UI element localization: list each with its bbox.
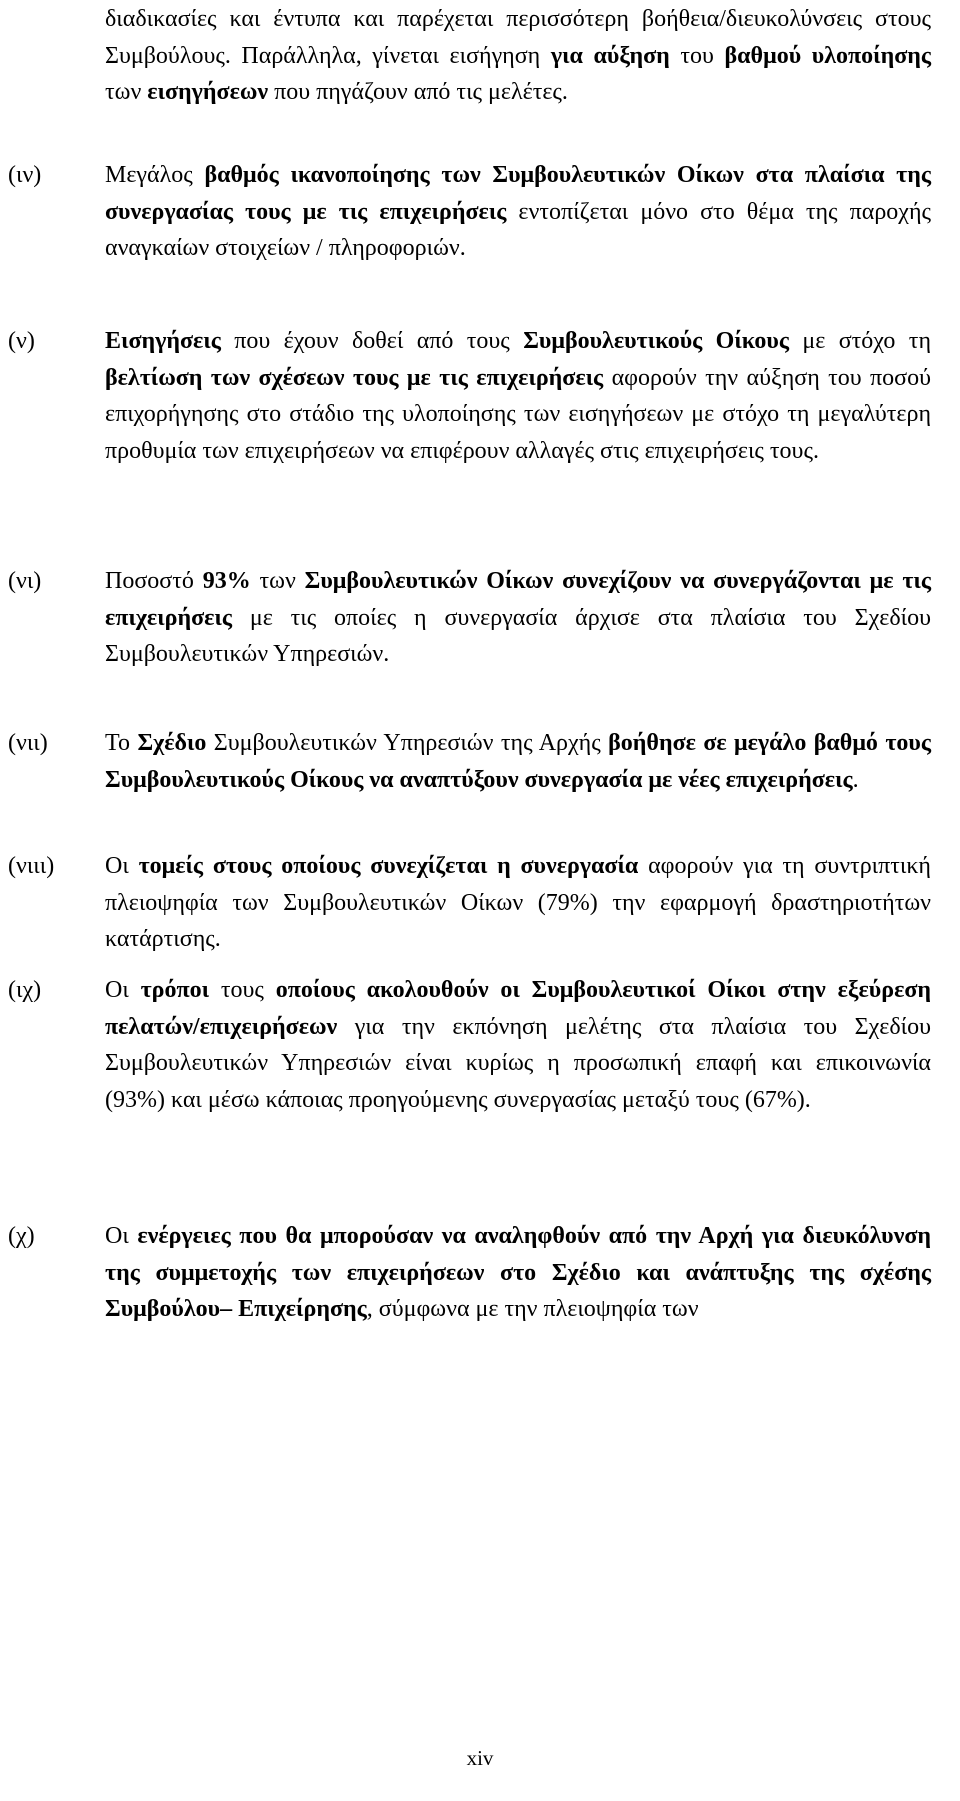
bold-text-run: Συμβουλευτικούς Οίκους [523,328,789,354]
list-marker: (νι) [8,568,42,594]
list-marker: (νιι) [8,730,48,756]
bold-text-run: 93% [202,568,251,594]
text-run: Συμβουλευτικών Υπηρεσιών της Αρχής [206,730,609,756]
text-run: τους [209,977,276,1003]
paragraph-text [105,725,931,798]
paragraph-text [105,1,931,111]
page-number: xiv [466,1746,494,1770]
bold-text-run: βελτίωση των σχέσεων τους με τις επιχειρήσεις [105,364,604,391]
paragraph-text [105,323,931,469]
text-run: αφορούν για τη συντριπτική πλειοψηφία των Συμβουλευτικών Οίκων (79%) την εφαρμογή δραστηριοτήτων κατάρτισης. [105,853,931,953]
bold-text-run: τομείς στους οποίους συνεχίζεται η συνεργασία [138,853,639,879]
bold-text-run: τρόποι [140,977,210,1003]
bold-text-run: βαθμού υλοποίησης [724,42,932,69]
bold-text-run: εισηγήσεων [147,79,269,106]
text-run: αφορούν την αύξηση του ποσού επιχορήγησης στο στάδιο της υλοποίησης των εισηγήσεων με στόχο τη μεγαλύτερη προθυμία των επιχειρήσεων να επιφέρουν αλλαγές στις επιχειρήσεις τους. [105,364,931,464]
text-run: Οι [105,977,141,1003]
text-run: . [852,766,859,793]
text-run: που πηγάζουν από τις μελέτες. [268,79,568,106]
text-run: με τις οποίες η συνεργασία άρχισε στα πλαίσια του Σχεδίου Συμβουλευτικών Υπηρεσιών. [105,604,931,668]
text-run: του [669,42,725,69]
text-run: Το [105,730,138,756]
text-run: των [105,79,148,106]
paragraph-text [105,1218,931,1328]
text-run: Μεγάλος [105,162,205,188]
bold-text-run: Εισηγήσεις [105,328,221,354]
text-run: Ποσοστό [105,568,203,594]
text-run: , σύμφωνα με την πλειοψηφία των [366,1296,699,1323]
bold-text-run: ενέργειες που θα μπορούσαν να αναληφθούν από την Αρχή για διευκόλυνση της συμμετοχής των επιχειρήσεων στο Σχέδιο και ανάπτυξης της σχέσης Συμβούλου– Επιχείρησης [105,1223,931,1323]
bold-text-run: βαθμός ικανοποίησης των Συμβουλευτικών Οίκων στα πλαίσια της συνεργασίας τους με τις επιχειρήσεις [105,162,931,225]
bold-text-run: οποίους ακολουθούν οι Συμβουλευτικοί Οίκοι στην εξεύρεση πελατών/επιχειρήσεων [105,977,932,1040]
list-marker: (νιιι) [8,853,55,879]
text-run: Οι [105,1223,138,1249]
paragraph-text [105,972,931,1118]
text-run: των [250,568,305,594]
text-run: διαδικασίες και έντυπα και παρέχεται περισσότερη βοήθεια/διευκολύνσεις στους Συμβούλους. Παράλληλα, γίνεται εισήγηση [105,6,931,69]
bold-text-run: βοήθησε σε μεγάλο βαθμό τους Συμβουλευτικούς Οίκους να αναπτύξουν συνεργασία με νέες επιχειρήσεις [105,730,931,793]
list-marker: (ιν) [8,162,42,188]
bold-text-run: Συμβουλευτικών Οίκων συνεχίζουν να συνεργάζονται με τις επιχειρήσεις [105,568,931,631]
paragraph-text [105,848,931,958]
paragraph-text [105,563,931,673]
paragraph-text [105,157,931,267]
list-marker: (ιχ) [8,977,42,1003]
text-run: για την εκπόνηση μελέτης στα πλαίσια του Σχεδίου Συμβουλευτικών Υπηρεσιών είναι κυρίως η προσωπική επαφή και επικοινωνία (93%) και μέσω κάποιας προηγούμενης συνεργασίας μεταξύ τους (67%). [105,1013,931,1113]
list-marker: (ν) [8,328,35,354]
text-run: με στόχο τη [789,328,932,354]
text-run: Οι [105,853,139,879]
text-run: που έχουν δοθεί από τους [220,328,524,354]
list-marker: (χ) [8,1223,35,1249]
text-run: εντοπίζεται μόνο στο θέμα της παροχής αναγκαίων στοιχείων / πληροφοριών. [105,198,932,262]
bold-text-run: για αύξηση [550,42,670,69]
bold-text-run: Σχέδιο [137,730,207,756]
